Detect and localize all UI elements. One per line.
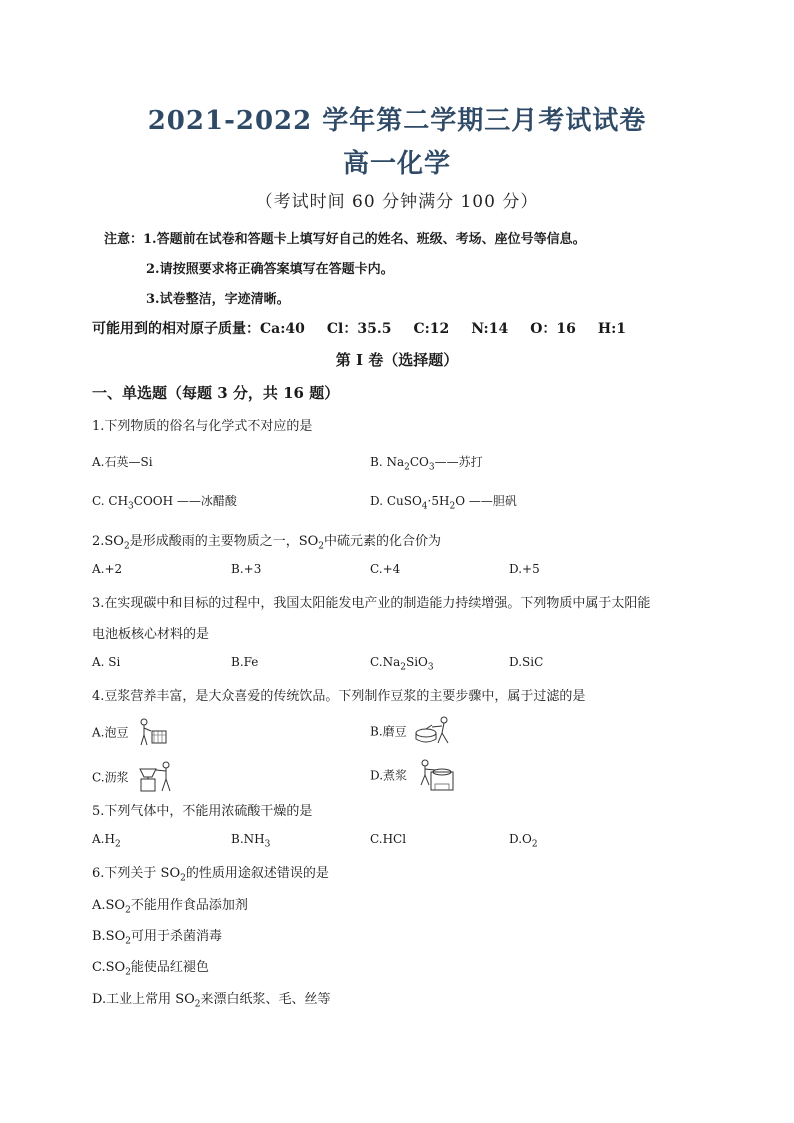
q1-option-d: D. $CuSO_4\cdot 5H_2O$ ——胆矾 [370, 494, 517, 512]
q2-option-a: A.+2 [92, 562, 123, 576]
q5-option-d: $D.O_2$ [509, 832, 538, 850]
q2-option-d: D.+5 [509, 562, 540, 576]
question-6-stem: 6.下列关于 $SO_2$的性质用途叙述错误的是 [92, 866, 329, 884]
q1-option-a: A.石英—Si [92, 455, 153, 469]
soaking-beans-illustration [136, 717, 170, 747]
q6-option-d: D.工业上常用 $SO_2$来漂白纸浆、毛、丝等 [92, 992, 331, 1010]
q3-option-d: D.SiC [509, 655, 544, 669]
straining-pulp-illustration [136, 761, 176, 793]
question-3-stem-line1: 3.在实现碳中和目标的过程中，我国太阳能发电产业的制造能力持续增强。下列物质中属于太阳能 [92, 596, 651, 611]
q5-option-b: $B.NH_3$ [231, 832, 271, 850]
q5-option-c: C.HCl [370, 832, 407, 846]
question-4-stem: 4.豆浆营养丰富，是大众喜爱的传统饮品。下列制作豆浆的主要步骤中，属于过滤的是 [92, 689, 586, 704]
q6-option-b: $B.SO_2$可用于杀菌消毒 [92, 929, 222, 947]
q4-option-d: D.煮浆 [370, 758, 455, 792]
question-1-stem: 1.下列物质的俗名与化学式不对应的是 [92, 419, 313, 434]
atomic-masses: 可能用到的相对原子质量：Ca:40 Cl：35.5 C:12 N:14 O：16 H:1 [92, 321, 627, 337]
note-2: 2.请按照要求将正确答案填写在答题卡内。 [146, 262, 394, 277]
boiling-pulp-illustration [415, 758, 455, 792]
q1-option-c: C. $CH_3COOH$ ——冰醋酸 [92, 494, 237, 512]
q4-option-c: C.沥浆 [92, 761, 176, 793]
section-title: 第 I 卷（选择题） [335, 351, 459, 369]
subject-title: 高一化学 [342, 149, 451, 179]
note-3: 3.试卷整洁，字迹清晰。 [146, 292, 290, 307]
grinding-beans-illustration [414, 715, 454, 747]
exam-title: 2021-2022 学年第二学期三月考试试卷 [147, 106, 647, 136]
question-2-stem: $2.SO_2$是形成酸雨的主要物质之一，$SO_2$中硫元素的化合价为 [92, 534, 442, 552]
q3-option-b: B.Fe [231, 655, 259, 669]
q5-option-a: $A.H_2$ [92, 832, 121, 850]
q4-option-a: A.泡豆 [92, 717, 170, 747]
q2-option-b: B.+3 [231, 562, 262, 576]
q3-option-a: A. Si [92, 655, 121, 669]
q4-option-b: B.磨豆 [370, 715, 454, 747]
q6-option-a: $A.SO_2$不能用作食品添加剂 [92, 898, 248, 916]
question-5-stem: 5.下列气体中，不能用浓硫酸干燥的是 [92, 804, 313, 819]
note-1: 注意：1.答题前在试卷和答题卡上填写好自己的姓名、班级、考场、座位号等信息。 [104, 232, 586, 247]
question-3-stem-line2: 电池板核心材料的是 [92, 627, 210, 642]
q2-option-c: C.+4 [370, 562, 401, 576]
part-title: 一、单选题（每题 3 分，共 16 题） [92, 384, 340, 402]
q3-option-c: $C.Na_2SiO_3$ [370, 655, 434, 673]
q1-option-b: B. $Na_2CO_3——$苏打 [370, 455, 483, 473]
exam-info: （考试时间 60 分钟满分 100 分） [255, 192, 539, 212]
q6-option-c: $C.SO_2$能使品红褪色 [92, 960, 209, 978]
